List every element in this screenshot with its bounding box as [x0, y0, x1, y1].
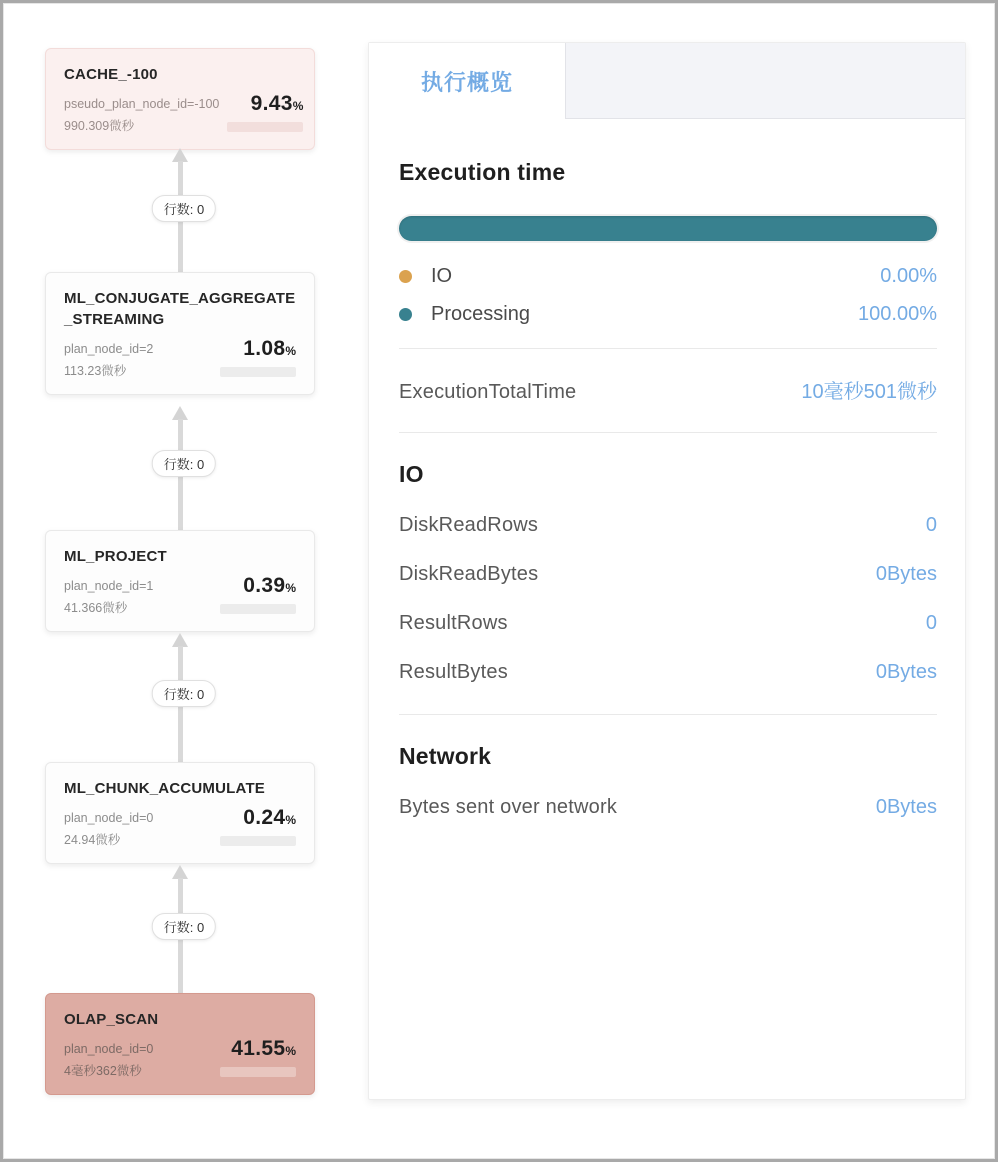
plan-node-chunk-accumulate[interactable]: [45, 762, 315, 864]
row-label: ExecutionTotalTime: [399, 381, 577, 403]
io-section-heading: IO: [399, 461, 424, 487]
row-label: ResultRows: [399, 612, 508, 634]
plan-node-title: CACHE_-100: [64, 66, 158, 83]
plan-node-id: plan_node_id=1: [64, 579, 154, 593]
plan-node-percent: 0.24%: [243, 806, 296, 829]
legend-row-io: [399, 265, 937, 288]
disk-read-rows-row: [399, 514, 937, 537]
arrow-up-icon: [172, 406, 188, 420]
plan-node-title: OLAP_SCAN: [64, 1011, 159, 1028]
edge-rows-badge: 行数: 0: [152, 680, 216, 707]
plan-node-percent: 9.43%: [250, 92, 304, 115]
edge-rows-badge: 行数: 0: [152, 913, 216, 940]
plan-node-time: 24.94微秒: [64, 833, 121, 847]
edge-rows-badge: 行数: 0: [152, 195, 216, 222]
plan-edge: [0, 633, 368, 762]
execution-overview-panel: [368, 42, 966, 1100]
plan-edge: [0, 148, 368, 272]
plan-node-time: 4毫秒362微秒: [64, 1064, 142, 1078]
plan-node-id: plan_node_id=2: [64, 342, 154, 356]
plan-node-minibar: [227, 122, 303, 132]
row-value: 10毫秒501微秒: [801, 381, 937, 403]
divider: [399, 714, 937, 715]
execution-time-bar: [399, 216, 937, 241]
row-label: ResultBytes: [399, 661, 508, 683]
arrow-up-icon: [172, 148, 188, 162]
row-label: DiskReadRows: [399, 514, 539, 536]
edge-rows-badge: 行数: 0: [152, 450, 216, 477]
tab-bar: [369, 43, 965, 119]
plan-node-percent: 0.39%: [243, 574, 296, 597]
row-value: 0: [925, 514, 937, 536]
execution-time-heading: Execution time: [399, 159, 566, 185]
divider: [399, 348, 937, 349]
plan-node-id: plan_node_id=0: [64, 1042, 154, 1056]
network-section-heading: Network: [399, 743, 492, 769]
row-value: 0Bytes: [875, 661, 937, 683]
plan-node-olap-scan[interactable]: [45, 993, 315, 1095]
plan-node-minibar: [220, 367, 296, 377]
tab-execution-overview[interactable]: 执行概览: [369, 43, 565, 119]
plan-node-minibar: [220, 1067, 296, 1077]
row-value: 0Bytes: [875, 796, 937, 818]
processing-dot-icon: [399, 308, 412, 321]
legend-value: 100.00%: [858, 303, 937, 325]
plan-node-conjugate-aggregate[interactable]: [45, 272, 315, 395]
arrow-up-icon: [172, 633, 188, 647]
plan-edge: [0, 406, 368, 530]
legend-label: IO: [431, 265, 453, 287]
query-plan-tree: [0, 0, 368, 1162]
arrow-up-icon: [172, 865, 188, 879]
plan-node-time: 41.366微秒: [64, 601, 128, 615]
row-label: Bytes sent over network: [399, 796, 618, 818]
plan-node-title: ML_CHUNK_ACCUMULATE: [64, 780, 266, 797]
tab-bar-empty-area: [565, 43, 965, 119]
bytes-sent-row: [399, 796, 937, 819]
plan-node-id: plan_node_id=0: [64, 811, 154, 825]
execution-time-legend: [399, 265, 937, 326]
io-dot-icon: [399, 270, 412, 283]
row-value: 0: [925, 612, 937, 634]
plan-node-time: 113.23微秒: [64, 364, 127, 378]
disk-read-bytes-row: [399, 563, 937, 586]
row-value: 0Bytes: [875, 563, 937, 585]
plan-node-cache[interactable]: [45, 48, 315, 150]
row-label: DiskReadBytes: [399, 563, 539, 585]
plan-node-minibar: [220, 836, 296, 846]
legend-label: Processing: [431, 303, 530, 325]
legend-value: 0.00%: [880, 265, 937, 287]
plan-node-minibar: [220, 604, 296, 614]
plan-node-percent: 1.08%: [243, 337, 296, 360]
plan-node-title: ML_CONJUGATE_AGGREGATE_STREAMING: [64, 290, 296, 328]
result-rows-row: [399, 612, 937, 635]
plan-node-percent: 41.55%: [231, 1037, 296, 1060]
legend-row-processing: [399, 303, 937, 326]
divider: [399, 432, 937, 433]
plan-node-time: 990.309微秒: [64, 119, 135, 133]
result-bytes-row: [399, 661, 937, 684]
plan-edge: [0, 865, 368, 993]
plan-node-title: ML_PROJECT: [64, 548, 167, 565]
plan-node-id: pseudo_plan_node_id=-100: [64, 97, 220, 111]
plan-node-project[interactable]: [45, 530, 315, 632]
execution-total-time-row: [399, 375, 937, 404]
